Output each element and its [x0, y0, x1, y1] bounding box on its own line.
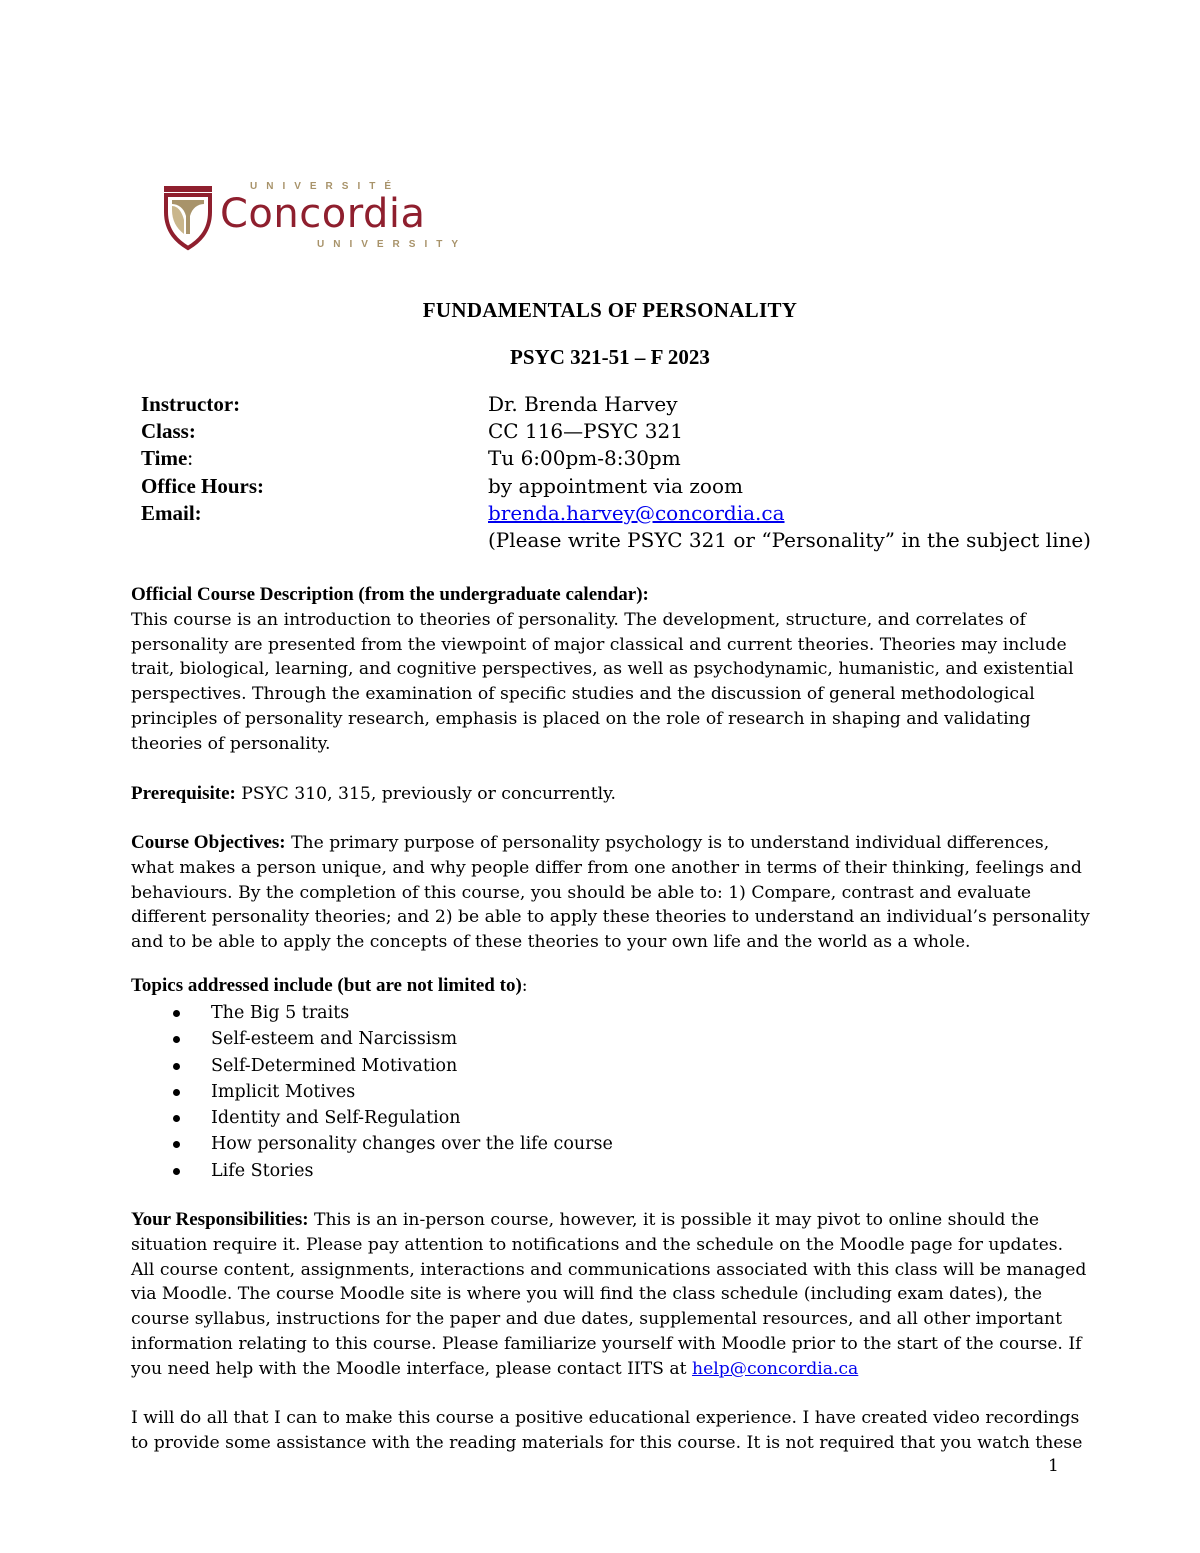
office-hours-label: Office Hours: — [141, 474, 265, 498]
concordia-logo — [162, 178, 468, 256]
topics-label-a: Topics addressed include — [131, 975, 333, 996]
objectives-section — [131, 831, 1091, 955]
logo-top-word: UNIVERSITÉ — [250, 181, 401, 192]
objectives-label: Course Objectives: — [131, 832, 286, 853]
page-number: 1 — [1048, 1456, 1059, 1476]
topic-text: Life Stories — [211, 1160, 314, 1181]
topics-label-b: (but are not limited to) — [332, 975, 522, 996]
course-code: PSYC 321-51 – F 2023 — [510, 345, 710, 369]
office-hours-value: by appointment via zoom — [488, 474, 743, 498]
bullet-icon — [173, 1036, 180, 1043]
bullet-icon — [173, 1089, 180, 1096]
closing-paragraph: I will do all that I can to make this course a positive educational experience. I have created video recordings to provide some assistance with the reading materials for this course. It is not required that you watch these — [131, 1408, 1083, 1453]
topics-label-colon: : — [521, 976, 528, 996]
bullet-icon — [173, 1115, 180, 1122]
course-description-body: This course is an introduction to theories of personality. The development, structure, and correlates of personality are presented from the viewpoint of major classical and current theories. Theories may include trait, biological, learning, and cognitive perspectives, as well as psychodynamic, humanistic, and existential perspectives. Through the examination of specific studies and the discussion of general methodological principles of personality research, emphasis is placed on the role of research in shaping and validating theories of personality. — [131, 609, 1074, 754]
class-label: Class: — [141, 419, 196, 443]
course-description-section — [131, 583, 1091, 757]
topic-text: Self-esteem and Narcissism — [211, 1029, 458, 1050]
email-label: Email: — [141, 501, 202, 525]
prerequisite-label: Prerequisite: — [131, 783, 236, 804]
logo-bottom-word: UNIVERSITY — [317, 239, 468, 250]
course-title: FUNDAMENTALS OF PERSONALITY — [422, 298, 798, 322]
objectives-text: The primary purpose of personality psychology is to understand individual differences, what makes a person unique, and why people differ from one another in terms of their thinking, feelings and behaviours. By the completion of this course, you should be able to: 1) Compare, contrast and evaluate different personality theories; and 2) be able to apply these theories to understand an individual’s personality and to be able to apply the concepts of these theories to your own life and the world as a whole. — [131, 833, 1090, 953]
help-email-link[interactable]: help@concordia.ca — [692, 1358, 859, 1379]
bullet-icon — [173, 1168, 180, 1175]
course-description-heading: Official Course Description (from the undergraduate calendar): — [131, 584, 649, 605]
instructor-label: Instructor: — [141, 392, 241, 416]
topic-text: Implicit Motives — [211, 1081, 356, 1102]
topics-heading — [131, 974, 1091, 999]
time-label-colon: : — [187, 446, 194, 470]
email-note: (Please write PSYC 321 or “Personality” in the subject line) — [488, 528, 1091, 552]
bullet-icon — [173, 1010, 180, 1017]
topic-text: How personality changes over the life course — [211, 1134, 613, 1155]
bullet-icon — [173, 1063, 180, 1070]
prerequisite-section — [131, 782, 1091, 807]
topic-text: Identity and Self-Regulation — [211, 1108, 461, 1129]
topic-text: Self-Determined Motivation — [211, 1055, 458, 1076]
email-link[interactable]: brenda.harvey@concordia.ca — [488, 501, 785, 525]
responsibilities-section — [131, 1208, 1091, 1382]
prerequisite-text: PSYC 310, 315, previously or concurrently. — [235, 784, 616, 804]
time-label — [141, 446, 193, 471]
logo-main-word: Concordia — [220, 191, 426, 237]
responsibilities-label: Your Responsibilities: — [131, 1209, 309, 1230]
bullet-icon — [173, 1141, 180, 1148]
responsibilities-text: This is an in-person course, however, it is possible it may pivot to online should the situation require it. Please pay attention to notifications and the schedule on the Moodle page for updates. All course content, assignments, interactions and communications associated with this class will be managed via Moodle. The course Moodle site is where you will find the class schedule (including exam dates), the course syllabus, instructions for the paper and due dates, supplemental resources, and all other important information relating to this course. Please familiarize yourself with Moodle prior to the start of the course. If you need help with the Moodle interface, please contact IITS at — [131, 1210, 1087, 1379]
time-label-text: Time — [141, 446, 188, 470]
instructor-value: Dr. Brenda Harvey — [488, 392, 678, 416]
class-value: CC 116—PSYC 321 — [488, 419, 683, 443]
concordia-shield-icon — [162, 182, 214, 252]
time-value: Tu 6:00pm-8:30pm — [488, 446, 681, 470]
topic-text: The Big 5 traits — [211, 1003, 350, 1023]
